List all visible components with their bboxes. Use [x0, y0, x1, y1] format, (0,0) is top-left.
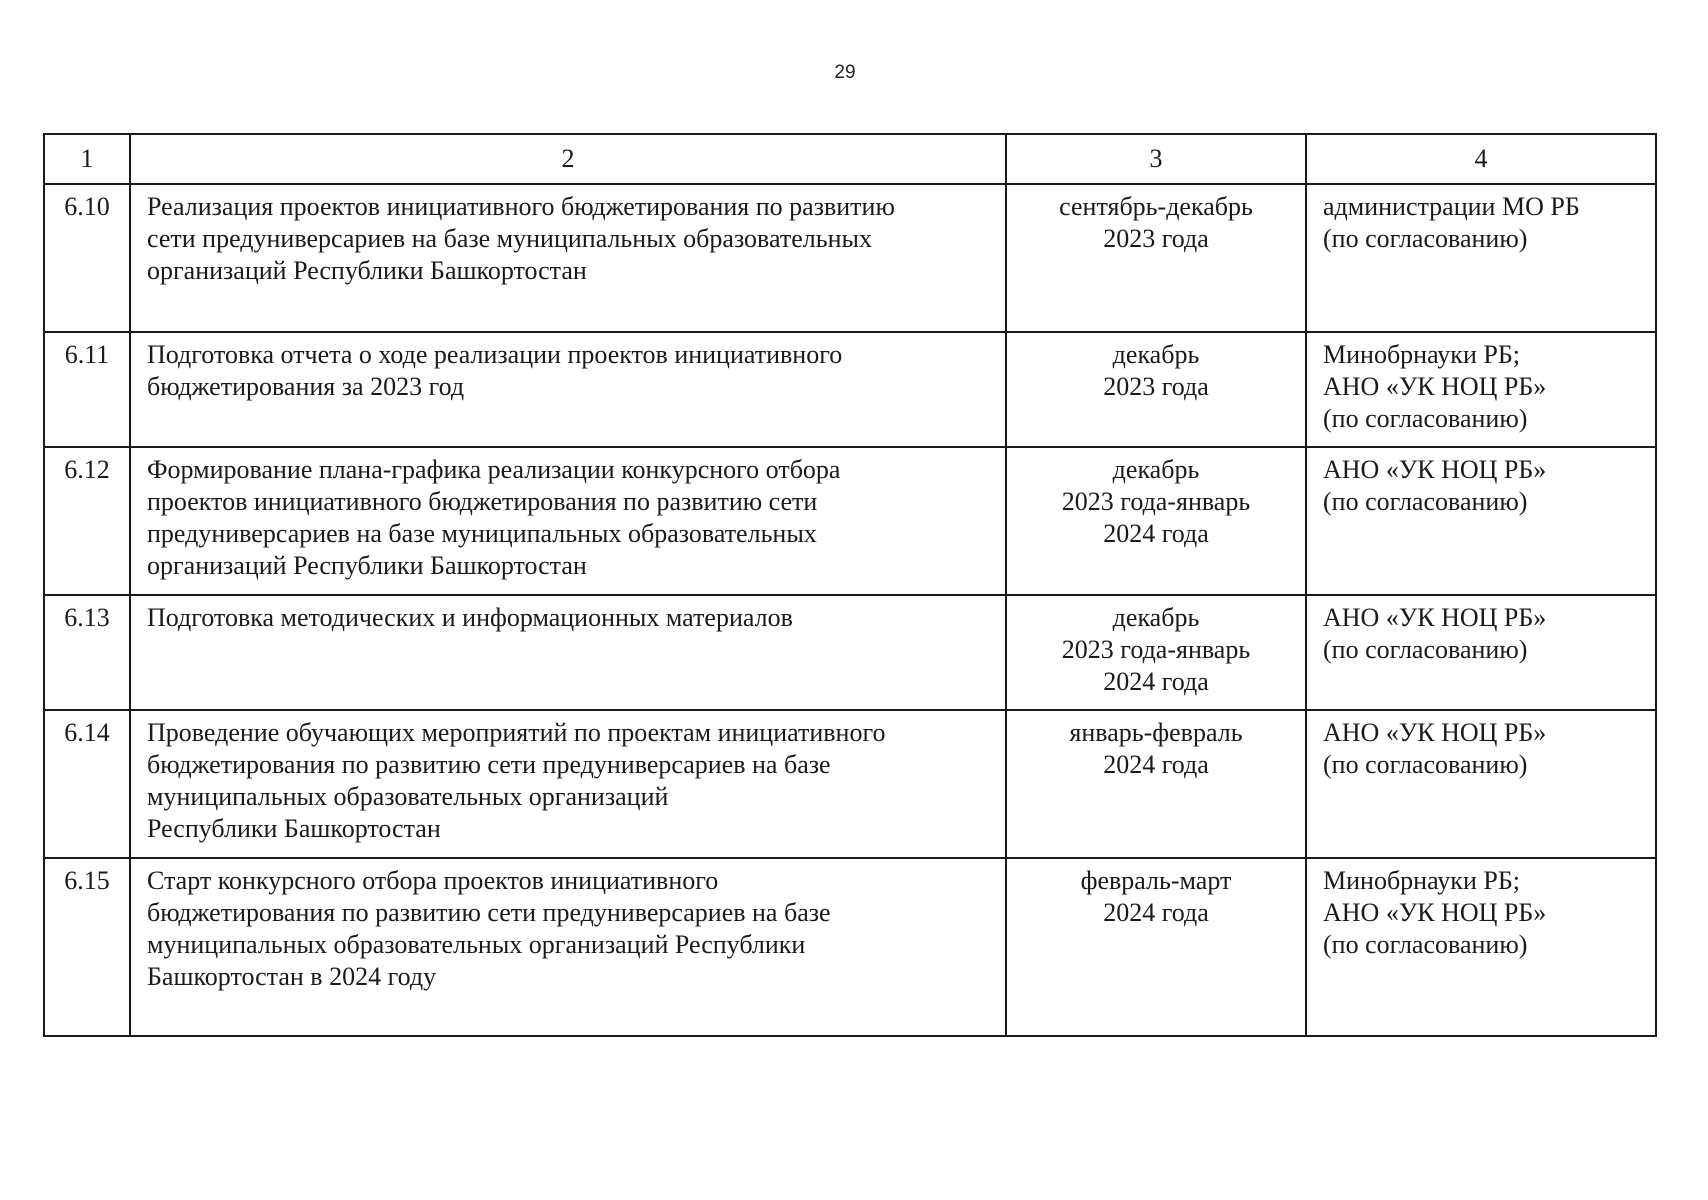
task-line: организаций Республики Башкортостан — [147, 256, 587, 285]
row-number: 6.11 — [44, 332, 130, 447]
task-cell — [130, 710, 1006, 858]
period-line: декабрь — [1112, 340, 1200, 369]
responsible-cell — [1306, 447, 1656, 595]
period-cell — [1006, 332, 1306, 447]
responsible-line: Минобрнауки РБ; — [1323, 340, 1520, 369]
period-line: январь-февраль — [1069, 718, 1243, 747]
period-cell — [1006, 595, 1306, 710]
task-line: Реализация проектов инициативного бюджетирования по развитию — [147, 192, 895, 221]
period-line: 2023 года-январь — [1061, 635, 1251, 664]
table-row — [44, 447, 1656, 595]
row-number: 6.13 — [44, 595, 130, 710]
plan-table — [43, 133, 1657, 1037]
responsible-line: (по согласованию) — [1323, 224, 1528, 253]
task-line: бюджетирования по развитию сети предуниверсариев на базе — [147, 898, 831, 927]
header-cell: 1 — [44, 134, 130, 184]
task-line: Подготовка методических и информационных материалов — [147, 603, 793, 632]
responsible-cell — [1306, 595, 1656, 710]
page-number: 29 — [834, 62, 856, 83]
task-line: бюджетирования по развитию сети предуниверсариев на базе — [147, 750, 831, 779]
period-cell — [1006, 447, 1306, 595]
table-row — [44, 595, 1656, 710]
row-number: 6.14 — [44, 710, 130, 858]
responsible-line: АНО «УК НОЦ РБ» — [1323, 455, 1547, 484]
task-line: Республики Башкортостан — [147, 814, 441, 843]
header-cell: 3 — [1006, 134, 1306, 184]
responsible-line: АНО «УК НОЦ РБ» — [1323, 718, 1547, 747]
task-line: муниципальных образовательных организаций Республики — [147, 930, 806, 959]
responsible-cell — [1306, 184, 1656, 332]
row-number: 6.15 — [44, 858, 130, 1036]
task-line: Подготовка отчета о ходе реализации проектов инициативного — [147, 340, 843, 369]
task-line: муниципальных образовательных организаций — [147, 782, 669, 811]
task-cell — [130, 447, 1006, 595]
period-line: февраль-март — [1080, 866, 1232, 895]
period-line: 2023 года — [1103, 224, 1209, 253]
table-row — [44, 858, 1656, 1036]
period-line: 2023 года-январь — [1061, 487, 1251, 516]
responsible-line: администрации МО РБ — [1323, 192, 1580, 221]
period-line: 2024 года — [1103, 667, 1209, 696]
header-cell: 2 — [130, 134, 1006, 184]
task-line: предуниверсариев на базе муниципальных образовательных — [147, 519, 817, 548]
task-line: организаций Республики Башкортостан — [147, 551, 587, 580]
task-line: проектов инициативного бюджетирования по развитию сети — [147, 487, 818, 516]
responsible-cell — [1306, 710, 1656, 858]
responsible-line: (по согласованию) — [1323, 635, 1528, 664]
responsible-cell — [1306, 332, 1656, 447]
period-line: 2023 года — [1103, 372, 1209, 401]
task-cell — [130, 184, 1006, 332]
responsible-line: АНО «УК НОЦ РБ» — [1323, 898, 1547, 927]
period-cell — [1006, 858, 1306, 1036]
row-number: 6.12 — [44, 447, 130, 595]
period-line: декабрь — [1112, 603, 1200, 632]
responsible-line: АНО «УК НОЦ РБ» — [1323, 603, 1547, 632]
period-cell — [1006, 710, 1306, 858]
period-line: сентябрь-декабрь — [1059, 192, 1253, 221]
responsible-line: (по согласованию) — [1323, 750, 1528, 779]
task-line: Формирование плана-графика реализации конкурсного отбора — [147, 455, 841, 484]
period-line: 2024 года — [1103, 898, 1209, 927]
row-number: 6.10 — [44, 184, 130, 332]
responsible-line: (по согласованию) — [1323, 930, 1528, 959]
header-cell: 4 — [1306, 134, 1656, 184]
responsible-line: (по согласованию) — [1323, 404, 1528, 433]
responsible-cell — [1306, 858, 1656, 1036]
table-row — [44, 710, 1656, 858]
task-line: бюджетирования за 2023 год — [147, 372, 465, 401]
table-header-row — [44, 134, 1656, 184]
responsible-line: (по согласованию) — [1323, 487, 1528, 516]
task-line: Башкортостан в 2024 году — [147, 962, 437, 991]
period-line: декабрь — [1112, 455, 1200, 484]
table-row — [44, 332, 1656, 447]
task-line: сети предуниверсариев на базе муниципальных образовательных — [147, 224, 872, 253]
period-line: 2024 года — [1103, 519, 1209, 548]
task-line: Старт конкурсного отбора проектов инициативного — [147, 866, 719, 895]
period-cell — [1006, 184, 1306, 332]
task-line: Проведение обучающих мероприятий по проектам инициативного — [147, 718, 886, 747]
task-cell — [130, 332, 1006, 447]
task-cell — [130, 595, 1006, 710]
period-line: 2024 года — [1103, 750, 1209, 779]
responsible-line: Минобрнауки РБ; — [1323, 866, 1520, 895]
table-row — [44, 184, 1656, 332]
task-cell — [130, 858, 1006, 1036]
responsible-line: АНО «УК НОЦ РБ» — [1323, 372, 1547, 401]
